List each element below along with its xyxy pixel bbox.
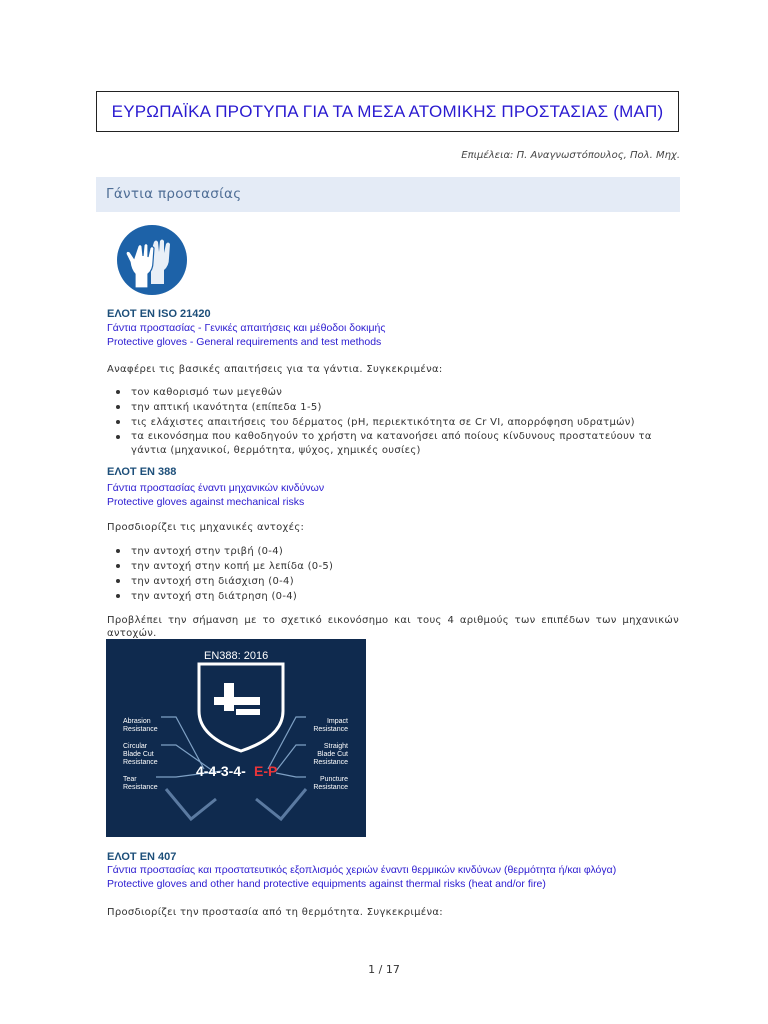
abrasion-label-1: Abrasion [123, 718, 151, 725]
standard-code-iso21420: ΕΛΟΤ EN ISO 21420 [107, 308, 211, 320]
requirements-list [107, 385, 679, 458]
standard-title-greek: Γάντια προστασίας και προστατευτικός εξοπλισμός χεριών έναντι θερμικών κινδύνων (θερμότητα ή/και φλόγα) [107, 864, 617, 876]
impact-label-1: Impact [326, 718, 348, 725]
en388-code-extra: E-P [254, 763, 278, 779]
document-title: ΕΥΡΩΠΑΪΚΑ ΠΡΟΤΥΠΑ ΓΙΑ ΤΑ ΜΕΣΑ ΑΤΟΜΙΚΗΣ ΠΡΟΣΤΑΣΙΑΣ (ΜΑΠ) [111, 101, 664, 121]
en388-figure-header: EN388: 2016 [204, 650, 269, 662]
tear-label-1: Tear [123, 776, 137, 783]
marking-note: Προβλέπει την σήμανση με το σχετικό εικονόσημο και τους 4 αριθμούς των επιπέδων των μηχανικών αντοχών. [107, 615, 679, 639]
list-item: την αντοχή στην κοπή με λεπίδα (0-5) [107, 559, 333, 574]
straight-cut-label-1: Straight [323, 743, 348, 750]
straight-cut-label-3: Resistance [313, 759, 348, 766]
circular-cut-label-3: Resistance [123, 759, 158, 766]
list-item: την αντοχή στην τριβή (0-4) [107, 544, 333, 559]
impact-label-2: Resistance [313, 726, 348, 733]
list-item: τις ελάχιστες απαιτήσεις του δέρματος (pH, περιεκτικότητα σε Cr VI, απορρόφηση υδρατμών) [107, 415, 679, 430]
page-number: 1 / 17 [368, 963, 400, 976]
document-title-box [96, 91, 679, 132]
gloves-mandatory-icon [116, 224, 188, 296]
en388-marking-figure [106, 639, 366, 837]
circular-cut-label-2: Blade Cut [123, 751, 154, 758]
section-header-bar [96, 177, 680, 212]
list-item: τα εικονόσημα που καθοδηγούν το χρήστη να κατανοήσει από ποίους κίνδυνους προστατεύουν τα γάντια (μηχανικοί, θερμότητα, ψύχος, χημικές ουσίες) [107, 430, 679, 458]
en388-code: 4-4-3-4- [196, 763, 246, 779]
tear-label-2: Resistance [123, 784, 158, 791]
standard-title-english: Protective gloves and other hand protective equipments against thermal risks (heat and/or fire) [107, 878, 546, 890]
section-title: Γάντια προστασίας [106, 186, 242, 202]
standard-intro: Προσδιορίζει τις μηχανικές αντοχές: [107, 522, 305, 533]
puncture-label-1: Puncture [319, 776, 348, 783]
shield-icon [199, 664, 283, 751]
list-item: την αντοχή στη διάσχιση (0-4) [107, 574, 333, 589]
standard-title-greek: Γάντια προστασίας έναντι μηχανικών κινδύνων [107, 482, 325, 494]
author-line: Επιμέλεια: Π. Αναγνωστόπουλος, Πολ. Μηχ. [461, 150, 680, 161]
standard-title-english: Protective gloves - General requirements and test methods [107, 336, 382, 348]
standard-code-en388: ΕΛΟΤ EN 388 [107, 466, 177, 478]
standard-title-greek: Γάντια προστασίας - Γενικές απαιτήσεις και μέθοδοι δοκιμής [107, 322, 386, 334]
standard-code-en407: ΕΛΟΤ EN 407 [107, 851, 177, 863]
list-item: την απτική ικανότητα (επίπεδα 1-5) [107, 400, 679, 415]
straight-cut-label-2: Blade Cut [317, 751, 348, 758]
standard-intro: Αναφέρει τις βασικές απαιτήσεις για τα γάντια. Συγκεκριμένα: [107, 364, 443, 375]
standard-title-english: Protective gloves against mechanical risks [107, 496, 305, 508]
circular-cut-label-1: Circular [123, 743, 148, 750]
abrasion-label-2: Resistance [123, 726, 158, 733]
list-item: τον καθορισμό των μεγεθών [107, 385, 679, 400]
hammer-icon [214, 683, 260, 715]
mechanical-resistance-list [107, 544, 333, 604]
standard-intro: Προσδιορίζει την προστασία από τη θερμότητα. Συγκεκριμένα: [107, 907, 443, 918]
puncture-label-2: Resistance [313, 784, 348, 791]
list-item: την αντοχή στη διάτρηση (0-4) [107, 589, 333, 604]
